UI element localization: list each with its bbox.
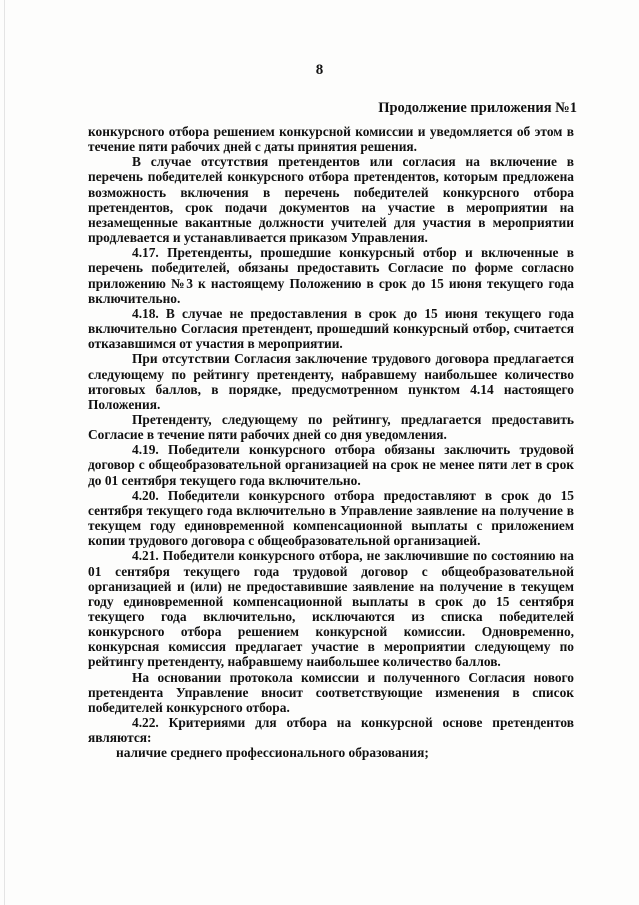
appendix-continuation-label: Продолжение приложения №1 xyxy=(378,100,577,116)
page-number: 8 xyxy=(315,62,324,78)
scan-edge-line xyxy=(4,0,5,905)
paragraph-4-22: 4.22. Критериями для отбора на конкурсной основе претендентов являются: xyxy=(88,715,574,746)
paragraph-4-21: 4.21. Победители конкурсного отбора, не заключившие по состоянию на 01 сентября текущего года трудовой договор с общеобразовательной организацией и (или) не предоставившие заявление на получение в текущем году единовременной компенсационной выплаты в срок до 15 сентября текущего года включительно, исключаются из списка победителей конкурсного отбора решением конкурсной комиссии. Одновременно, конкурсная комиссия предлагает участие в мероприятии следующему по рейтингу претенденту, набравшему наибольшее количество баллов. xyxy=(88,548,574,670)
paragraph-protocol: На основании протокола комиссии и полученного Согласия нового претендента Управление вносит соответствующие изменения в список победителей конкурсного отбора. xyxy=(88,669,574,715)
paragraph-2: В случае отсутствия претендентов или согласия на включение в перечень победителей конкурсного отбора претендентов, которым предложена возможность включения в перечень победителей конкурсного отбора претендентов, срок подачи документов на участие в мероприятии на незамещенные вакантные должности учителей для участия в мероприятии продлевается и устанавливается приказом Управления. xyxy=(88,154,574,246)
paragraph-4-18: 4.18. В случае не предоставления в срок до 15 июня текущего года включительно Согласия претендент, прошедший конкурсный отбор, считается отказавшимся от участия в мероприятии. xyxy=(88,305,574,352)
paragraph-next-candidate: Претенденту, следующему по рейтингу, предлагается предоставить Согласие в течение пяти рабочих дней со дня уведомления. xyxy=(88,411,574,443)
paragraph-4-17: 4.17. Претенденты, прошедшие конкурсный отбор и включенные в перечень победителей, обязаны предоставить Согласие по форме согласно приложению №3 к настоящему Положению в срок до 15 июня текущего года включительно. xyxy=(88,245,574,306)
paragraph-4-20: 4.20. Победители конкурсного отбора предоставляют в срок до 15 сентября текущего года включительно в Управление заявление на получение в текущем году единовременной компенсационной выплаты с приложением копии трудового договора с общеобразовательной организацией. xyxy=(88,487,574,549)
paragraph-4-19: 4.19. Победители конкурсного отбора обязаны заключить трудовой договор с общеобразовательной организацией на срок не менее пяти лет в срок до 01 сентября текущего года включительно. xyxy=(88,442,574,488)
paragraph-1: конкурсного отбора решением конкурсной комиссии и уведомляется об этом в течение пяти рабочих дней с даты принятия решения. xyxy=(88,124,574,155)
paragraph-no-consent: При отсутствии Согласия заключение трудового договора предлагается следующему по рейтингу претенденту, набравшему наибольшее количество итоговых баллов, в порядке, предусмотренном пунктом 4.14 настоящего Положения. xyxy=(88,351,574,412)
document-body xyxy=(88,124,574,761)
list-item-criteria: наличие среднего профессионального образования; xyxy=(116,745,429,761)
